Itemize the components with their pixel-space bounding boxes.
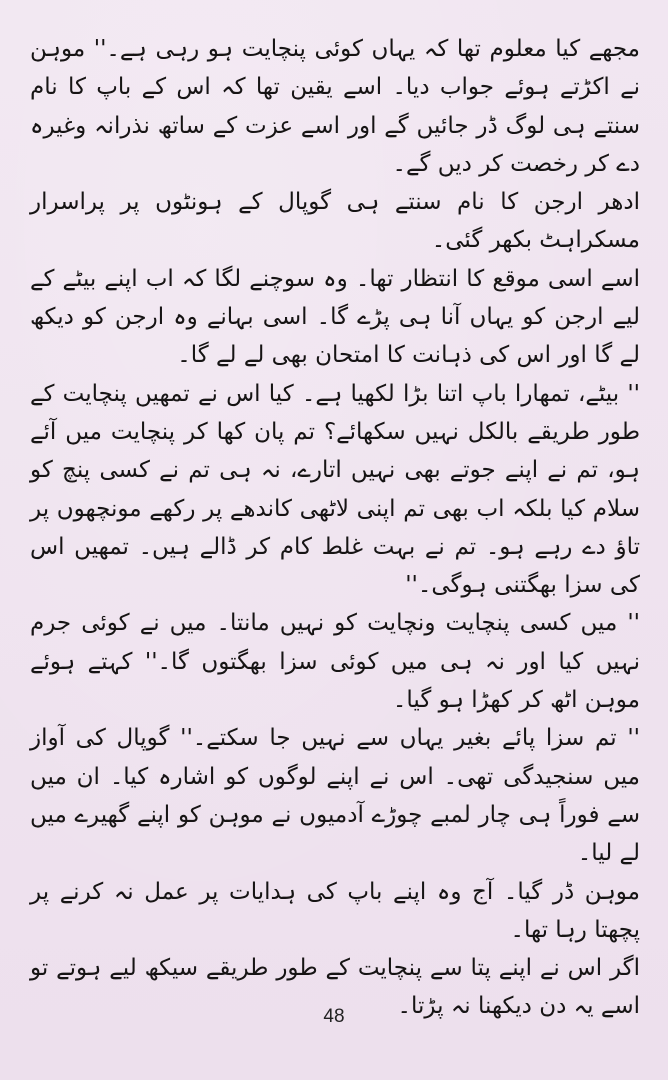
paragraph-4: '' بیٹے، تمھارا باپ اتنا بڑا لکھیا ہے۔ کیا اس نے تمھیں پنچایت کے طور طریقے بالکل نہیں سکھائے؟ تم پان کھا کر پنچایت میں آئے ہو، تم نے اپنے جوتے بھی نہیں اتارے، نہ ہی تم نے کسی پنچ کو سلام کیا بلکہ اب بھی تم اپنی لاٹھی کاندھے پر رکھے مونچھوں پر تاؤ دے رہے ہو۔ تم نے بہت غلط کام کر ڈالے ہیں۔ تمھیں اس کی سزا بھگتنی ہوگی۔'' [30, 380, 640, 599]
paragraph-6: '' تم سزا پائے بغیر یہاں سے نہیں جا سکتے۔'' گوپال کی آواز میں سنجیدگی تھی۔ اس نے اپنے لوگوں کو اشارہ کیا۔ ان میں سے فوراً ہی چار لمبے چوڑے آدمیوں نے موہن کو اپنے گھیرے میں لے لیا۔ [30, 725, 640, 867]
page-number: 48 [323, 1006, 345, 1027]
paragraph-5: '' میں کسی پنچایت ونچایت کو نہیں مانتا۔ میں نے کوئی جرم نہیں کیا اور نہ ہی میں کوئی سزا بھگتوں گا۔'' کہتے ہوئے موہن اٹھ کر کھڑا ہو گیا۔ [30, 610, 640, 714]
paragraph-8: اگر اس نے اپنے پتا سے پنچایت کے طور طریقے سیکھ لیے ہوتے تو اسے یہ دن دیکھنا نہ پڑتا۔ [30, 955, 640, 1020]
page-body [30, 30, 640, 1026]
paragraph-2: ادھر ارجن کا نام سنتے ہی گوپال کے ہونٹوں پر پراسرار مسکراہٹ بکھر گئی۔ [30, 189, 640, 254]
paragraph-7: موہن ڈر گیا۔ آج وہ اپنے باپ کی ہدایات پر عمل نہ کرنے پر پچھتا رہا تھا۔ [30, 878, 640, 943]
paragraph-1: مجھے کیا معلوم تھا کہ یہاں کوئی پنچایت ہو رہی ہے۔'' موہن نے اکڑتے ہوئے جواب دیا۔ اسے یقین تھا کہ اس کے باپ کا نام سنتے ہی لوگ ڈر جائیں گے اور اسے عزت کے ساتھ نذرانہ وغیرہ دے کر رخصت کر دیں گے۔ [30, 36, 640, 177]
paragraph-3: اسے اسی موقع کا انتظار تھا۔ وہ سوچنے لگا کہ اب اپنے بیٹے کے لیے ارجن کو یہاں آنا ہی پڑے گا۔ اسی بہانے وہ ارجن کو دیکھ لے گا اور اس کی ذہانت کا امتحان بھی لے لے گا۔ [30, 265, 640, 369]
